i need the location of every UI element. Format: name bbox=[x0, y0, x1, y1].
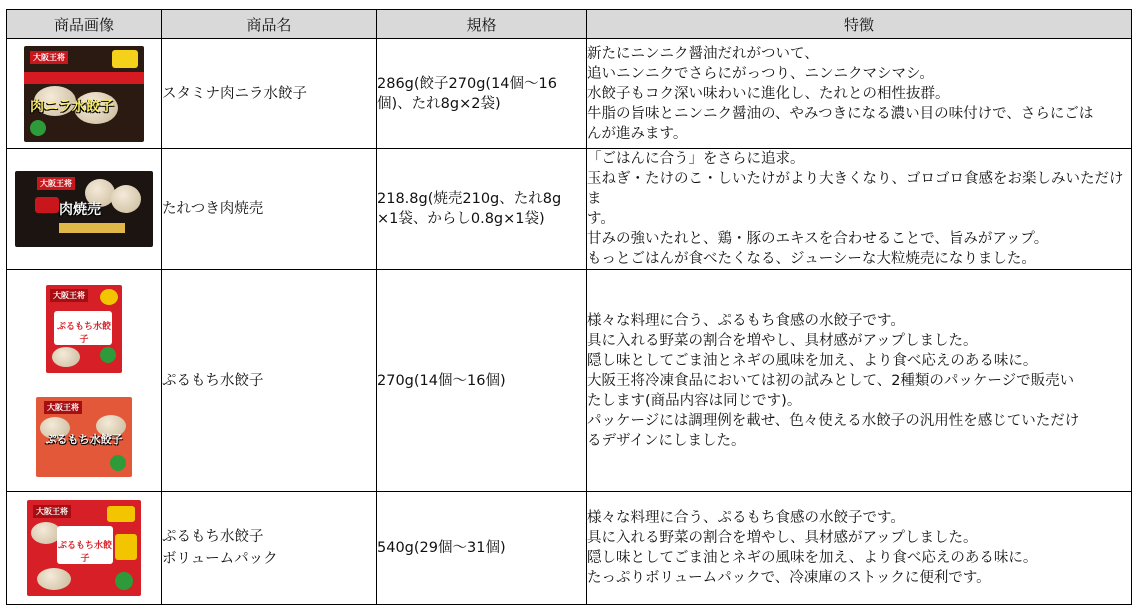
product-name-subline: ボリュームパック bbox=[162, 551, 278, 567]
header-features: 特徴 bbox=[587, 10, 1132, 39]
package-brand-label: 大阪王将 bbox=[33, 505, 71, 518]
feature-line: 追いニンニクでさらにがっつり、ニンニクマシマシ。 bbox=[587, 65, 934, 82]
table-header-row bbox=[7, 10, 1132, 39]
feature-line: 様々な料理に合う、ぷるもち食感の水餃子です。 bbox=[587, 312, 905, 329]
feature-line: 隠し味としてごま油とネギの風味を加え、より食べ応えのある味に。 bbox=[587, 352, 1038, 369]
product-name: スタミナ肉ニラ水餃子 bbox=[162, 85, 307, 102]
spec-line: 540g(29個～31個) bbox=[377, 540, 506, 556]
dumpling-illustration bbox=[52, 347, 80, 367]
package-green-badge bbox=[100, 347, 116, 363]
product-name: ぷるもち水餃子 bbox=[162, 372, 264, 389]
product-spec-cell bbox=[377, 492, 587, 605]
product-name-cell bbox=[162, 492, 377, 605]
product-features-cell bbox=[587, 39, 1132, 149]
table-row bbox=[7, 492, 1132, 605]
feature-line: 具に入れる野菜の割合を増やし、具材感がアップしました。 bbox=[587, 332, 978, 349]
feature-line: もっとごはんが食べたくなる、ジューシーな大粒焼売になりました。 bbox=[587, 251, 1036, 267]
package-brand-label: 大阪王将 bbox=[37, 177, 75, 190]
feature-line: 水餃子もコク深い味わいに進化し、たれとの相性抜群。 bbox=[587, 85, 950, 102]
product-spec-cell bbox=[377, 149, 587, 270]
package-accent-stripe bbox=[24, 72, 144, 84]
spec-line: 286g(餃子270g(14個～16 bbox=[377, 75, 557, 92]
feature-line: たします(商品内容は同じです)。 bbox=[587, 392, 802, 409]
package-accent-stripe bbox=[35, 197, 59, 213]
product-package-image bbox=[24, 46, 144, 142]
spec-line: ×1袋、からし0.8g×1袋) bbox=[377, 211, 545, 227]
product-package-image bbox=[36, 397, 132, 477]
feature-line: 牛脂の旨味とニンニク醤油の、やみつきになる濃い目の味付けで、さらにごは bbox=[587, 105, 1094, 122]
product-image-cell bbox=[7, 39, 162, 149]
package-title: ぷるもち水餃子 bbox=[57, 541, 112, 564]
package-badge bbox=[112, 50, 138, 68]
feature-line: んが進みます。 bbox=[587, 125, 688, 142]
feature-line: 隠し味としてごま油とネギの風味を加え、より食べ応えのある味に。 bbox=[587, 550, 1038, 566]
product-name-cell bbox=[162, 149, 377, 270]
header-image: 商品画像 bbox=[7, 10, 162, 39]
header-spec: 規格 bbox=[377, 10, 587, 39]
package-badge bbox=[100, 289, 118, 305]
package-title: ぷるもち水餃子 bbox=[45, 432, 123, 446]
package-title: 肉焼売 bbox=[59, 202, 101, 218]
feature-line: 玉ねぎ・たけのこ・しいたけがより大きくなり、ゴロゴロ食感をお楽しみいただけま bbox=[587, 171, 1124, 207]
header-name: 商品名 bbox=[162, 10, 377, 39]
feature-line: パッケージには調理例を載せ、色々使える水餃子の汎用性を感じていただけ bbox=[587, 412, 1080, 429]
product-package-image bbox=[27, 500, 141, 596]
feature-line: 「ごはんに合う」をさらに追求。 bbox=[587, 151, 805, 167]
product-name: たれつき肉焼売 bbox=[162, 201, 264, 217]
package-title: 肉ニラ水餃子 bbox=[30, 98, 114, 115]
product-name: ぷるもち水餃子 bbox=[162, 529, 264, 545]
package-brand-label: 大阪王将 bbox=[50, 289, 88, 302]
package-brand-label: 大阪王将 bbox=[44, 401, 82, 414]
package-green-badge bbox=[110, 455, 126, 471]
product-spec-cell bbox=[377, 270, 587, 492]
feature-line: 大阪王将冷凍食品においては初の試みとして、2種類のパッケージで販売い bbox=[587, 372, 1075, 389]
product-image-cell bbox=[7, 270, 162, 492]
product-table bbox=[6, 9, 1132, 605]
product-package-image bbox=[46, 285, 122, 373]
product-spec-cell bbox=[377, 39, 587, 149]
package-small-label bbox=[59, 223, 125, 233]
package-badge bbox=[107, 506, 135, 522]
package-title: ぷるもち水餃子 bbox=[56, 321, 111, 345]
package-volume-badge bbox=[115, 534, 137, 560]
table-row bbox=[7, 270, 1132, 492]
feature-line: たっぷりボリュームパックで、冷凍庫のストックに便利です。 bbox=[587, 570, 991, 586]
spec-line: 個)、たれ8g×2袋) bbox=[377, 95, 501, 112]
spec-line: 270g(14個～16個) bbox=[377, 372, 506, 389]
package-brand-label: 大阪王将 bbox=[30, 51, 68, 64]
feature-line: 新たにニンニク醤油だれがついて、 bbox=[587, 45, 819, 62]
feature-line: す。 bbox=[587, 211, 615, 227]
dumpling-illustration bbox=[37, 568, 71, 590]
product-image-cell bbox=[7, 492, 162, 605]
product-name-cell bbox=[162, 39, 377, 149]
product-table-sheet bbox=[6, 9, 1132, 605]
product-features-cell bbox=[587, 492, 1132, 605]
table-row bbox=[7, 39, 1132, 149]
feature-line: 具に入れる野菜の割合を増やし、具材感がアップしました。 bbox=[587, 530, 978, 546]
product-features-cell bbox=[587, 149, 1132, 270]
product-features-cell bbox=[587, 270, 1132, 492]
feature-line: 甘みの強いたれと、鶏・豚のエキスを合わせることで、旨みがアップ。 bbox=[587, 231, 1049, 247]
product-package-image bbox=[15, 171, 153, 247]
package-green-badge bbox=[115, 572, 133, 590]
table-row bbox=[7, 149, 1132, 270]
product-name-cell bbox=[162, 270, 377, 492]
feature-line: るデザインにしました。 bbox=[587, 432, 746, 449]
spec-line: 218.8g(焼売210g、たれ8g bbox=[377, 191, 562, 207]
package-green-badge bbox=[30, 120, 46, 136]
product-image-cell bbox=[7, 149, 162, 270]
shumai-illustration bbox=[111, 185, 141, 213]
feature-line: 様々な料理に合う、ぷるもち食感の水餃子です。 bbox=[587, 510, 905, 526]
